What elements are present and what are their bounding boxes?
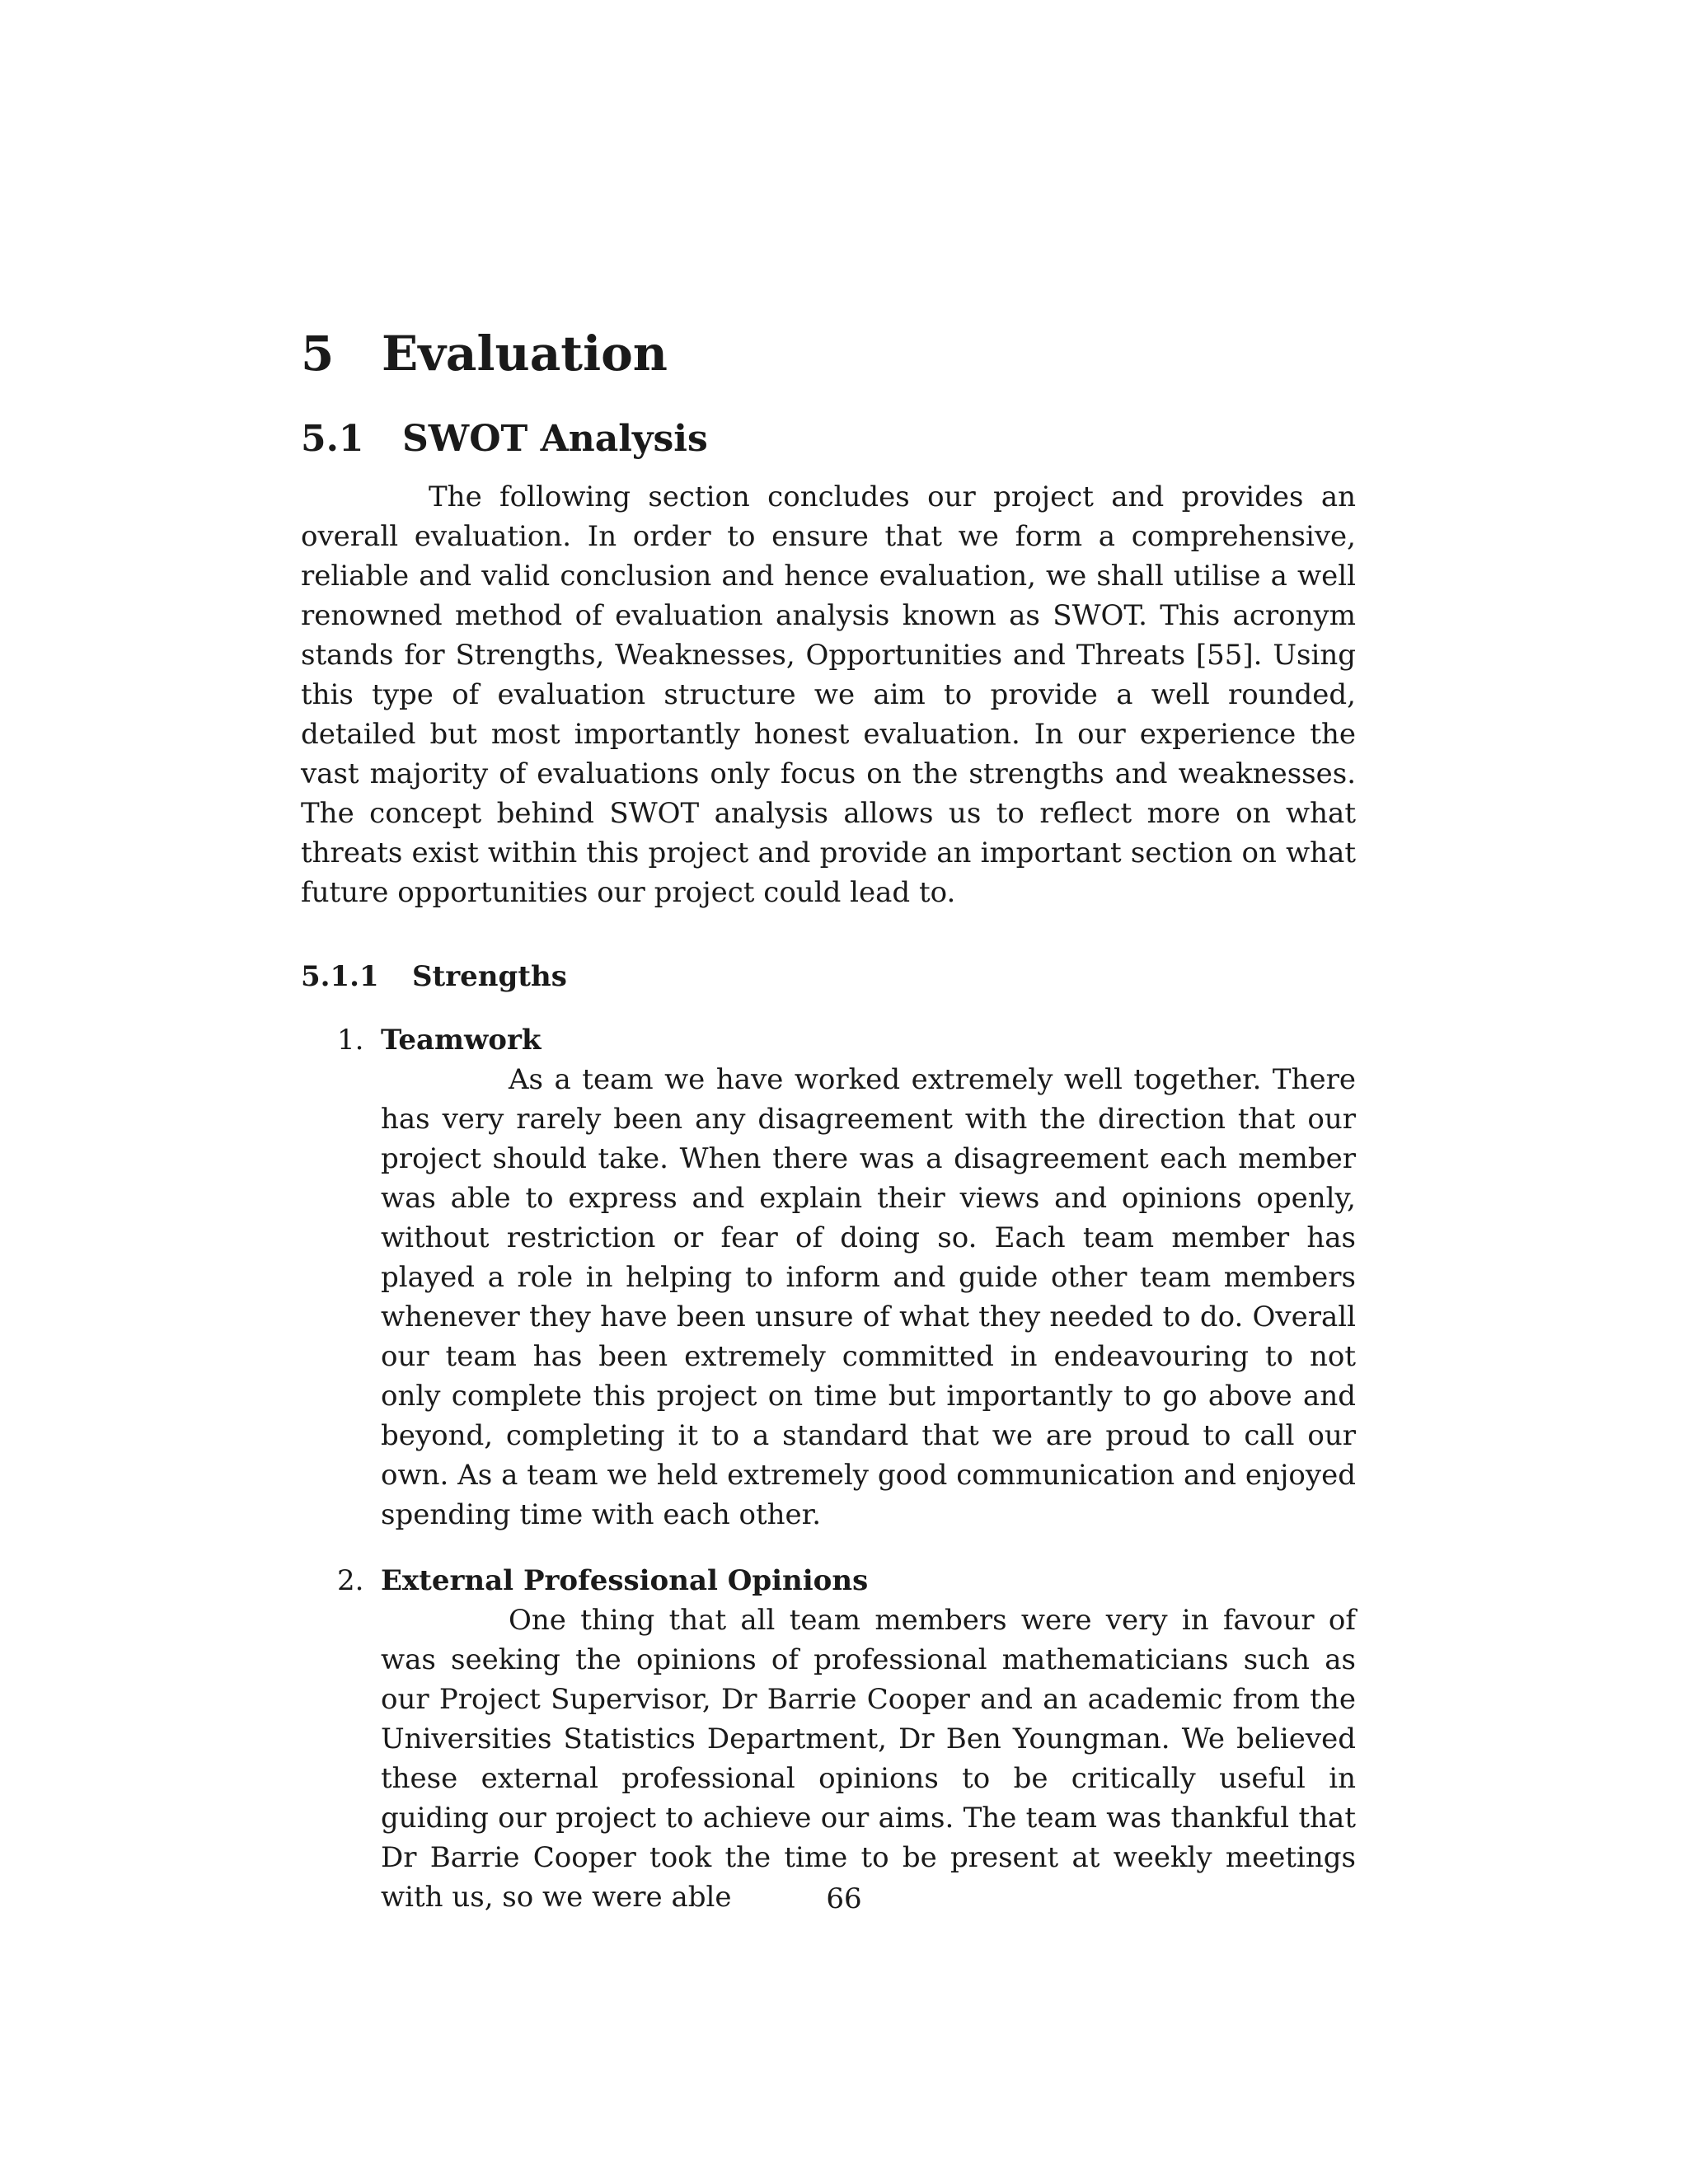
subsection-number: 5.1 <box>301 417 364 460</box>
page-content <box>301 326 1356 1917</box>
list-item <box>301 1561 1356 1917</box>
item-number: 2. <box>337 1564 364 1598</box>
section-number: 5 <box>301 326 335 382</box>
item-title: Teamwork <box>381 1024 542 1057</box>
subsubsection-title: Strengths <box>412 960 567 994</box>
section-heading <box>301 326 1356 383</box>
section-title: Evaluation <box>382 326 668 382</box>
item-body: As a team we have worked extremely well together. There has very rarely been any disagreement with the direction that our project should take. When there was a disagreement each member was able to express and explain their views and opinions openly, without restriction or fear of doing so. Each team member has played a role in helping to inform and guide other team members whenever they have been unsure of what they needed to do. Overall our team has been extremely committed in endeavouring to not only complete this project on time but importantly to go above and beyond, completing it to a standard that we are proud to call our own. As a team we held extremely good communication and enjoyed spending time with each other. <box>381 1063 1356 1532</box>
subsubsection-heading <box>301 960 1356 994</box>
item-body: One thing that all team members were very in favour of was seeking the opinions of professional mathematicians such as our Project Supervisor, Dr Barrie Cooper and an academic from the Universities Statistics Department, Dr Ben Youngman. We believed these external professional opinions to be critically useful in guiding our project to achieve our aims. The team was thankful that Dr Barrie Cooper took the time to be present at weekly meetings with us, so we were able <box>381 1604 1356 1915</box>
page-number: 66 <box>826 1882 862 1915</box>
item-title: External Professional Opinions <box>381 1564 869 1598</box>
intro-paragraph: The following section concludes our project and provides an overall evaluation. In order to ensure that we form a comprehensive, reliable and valid conclusion and hence evaluation, we shall utilise a well renowned method of evaluation analysis known as SWOT. This acronym stands for Strengths, Weaknesses, Opportunities and Threats [55]. Using this type of evaluation structure we aim to provide a well rounded, detailed but most importantly honest evaluation. In our experience the vast majority of evaluations only focus on the strengths and weaknesses. The concept behind SWOT analysis allows us to reflect more on what threats exist within this project and provide an important section on what future opportunities our project could lead to. <box>301 480 1356 910</box>
subsection-title: SWOT Analysis <box>402 417 708 460</box>
item-number: 1. <box>337 1024 364 1057</box>
subsection-heading <box>301 418 1356 462</box>
subsubsection-number: 5.1.1 <box>301 960 379 994</box>
list-item <box>301 1020 1356 1535</box>
